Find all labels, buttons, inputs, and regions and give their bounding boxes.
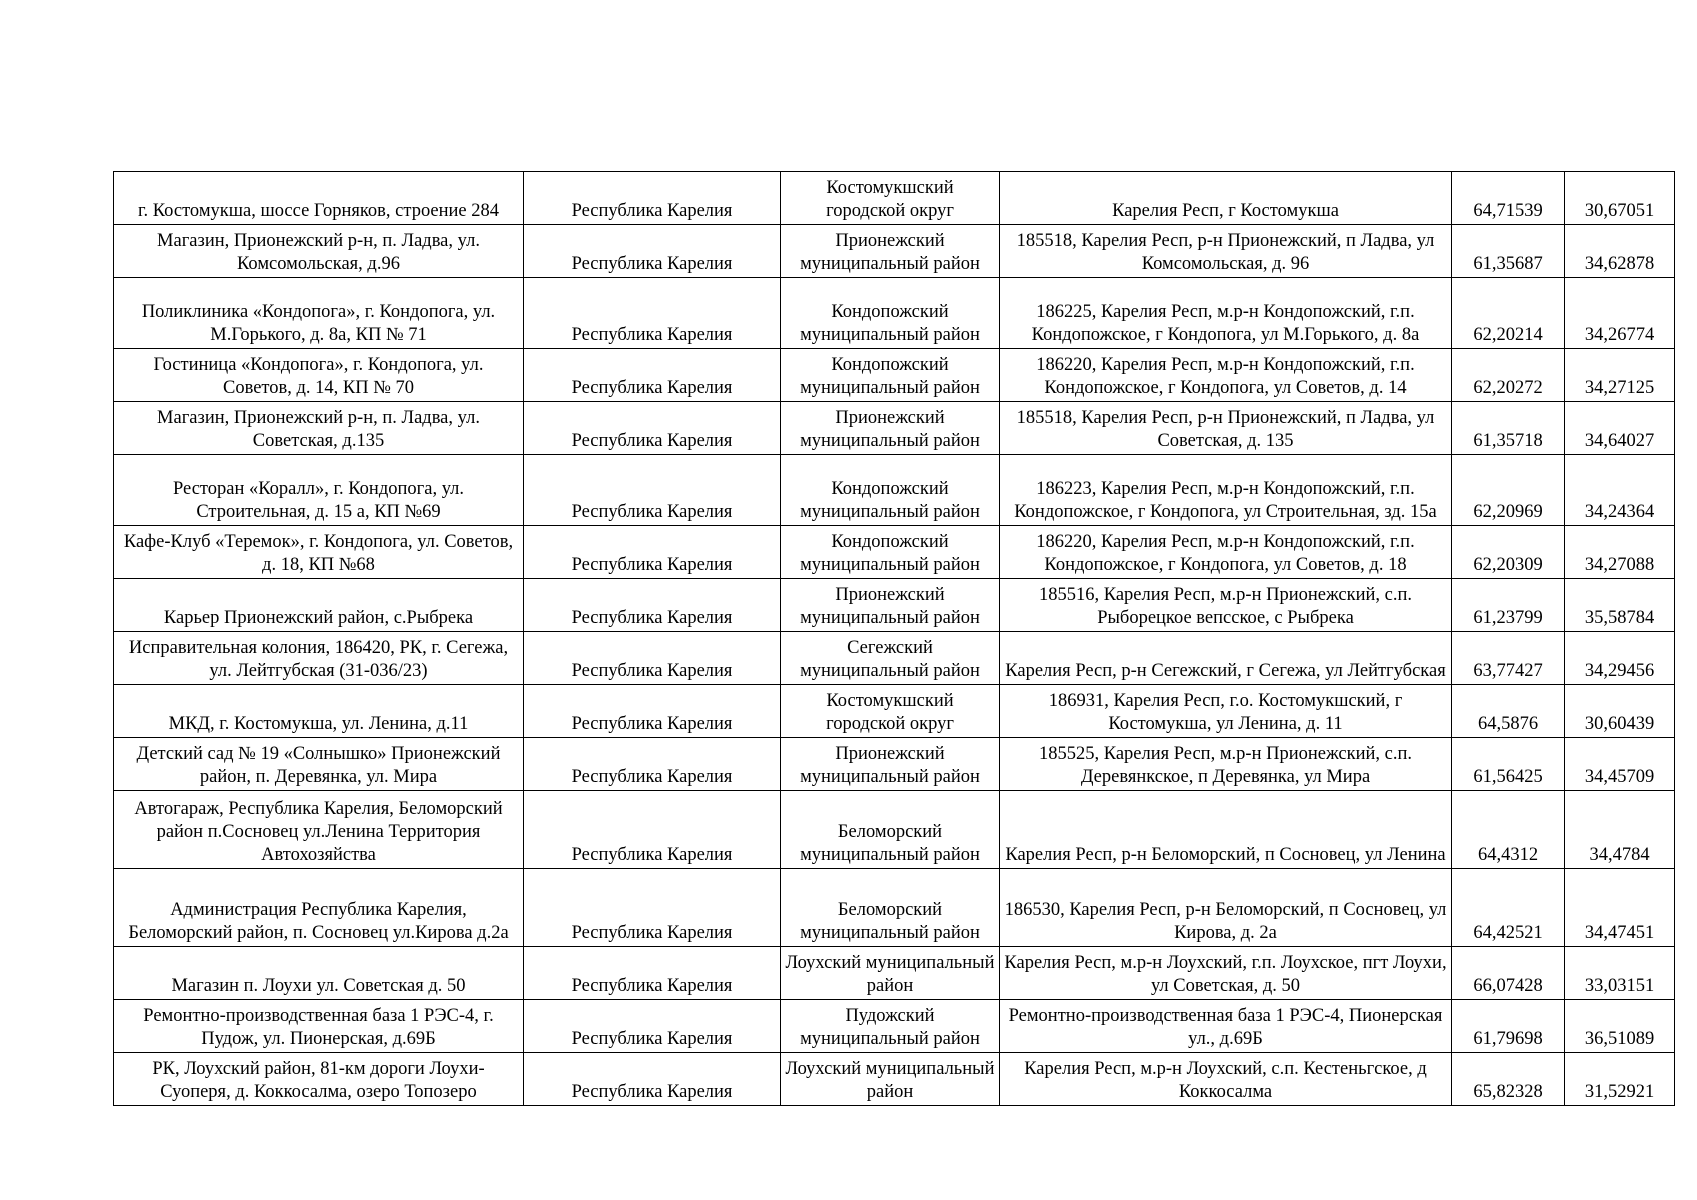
- table-row: [114, 1053, 1675, 1106]
- district-cell: Кондопожский муниципальный район: [781, 278, 1000, 349]
- longitude-cell: 35,58784: [1565, 579, 1675, 632]
- latitude-cell: 64,42521: [1452, 869, 1565, 947]
- address-cell: 186225, Карелия Респ, м.р-н Кондопожский, г.п. Кондопожское, г Кондопога, ул М.Горького, д. 8а: [1000, 278, 1452, 349]
- address-cell: 185518, Карелия Респ, р-н Прионежский, п Ладва, ул Комсомольская, д. 96: [1000, 225, 1452, 278]
- latitude-cell: 62,20272: [1452, 349, 1565, 402]
- table-row: [114, 526, 1675, 579]
- region-cell: Республика Карелия: [524, 1053, 781, 1106]
- latitude-cell: 63,77427: [1452, 632, 1565, 685]
- district-cell: Кондопожский муниципальный район: [781, 349, 1000, 402]
- address-cell: 186530, Карелия Респ, р-н Беломорский, п Сосновец, ул Кирова, д. 2а: [1000, 869, 1452, 947]
- region-cell: Республика Карелия: [524, 526, 781, 579]
- address-cell: 186220, Карелия Респ, м.р-н Кондопожский, г.п. Кондопожское, г Кондопога, ул Советов, д. 14: [1000, 349, 1452, 402]
- object-name-cell: Магазин, Прионежский р-н, п. Ладва, ул. Советская, д.135: [114, 402, 524, 455]
- district-cell: Беломорский муниципальный район: [781, 791, 1000, 869]
- table-row: [114, 632, 1675, 685]
- longitude-cell: 34,26774: [1565, 278, 1675, 349]
- address-cell: 185525, Карелия Респ, м.р-н Прионежский, с.п. Деревянкское, п Деревянка, ул Мира: [1000, 738, 1452, 791]
- district-cell: Кондопожский муниципальный район: [781, 455, 1000, 526]
- latitude-cell: 62,20309: [1452, 526, 1565, 579]
- region-cell: Республика Карелия: [524, 791, 781, 869]
- address-cell: Карелия Респ, м.р-н Лоухский, г.п. Лоухское, пгт Лоухи, ул Советская, д. 50: [1000, 947, 1452, 1000]
- latitude-cell: 65,82328: [1452, 1053, 1565, 1106]
- district-cell: Прионежский муниципальный район: [781, 225, 1000, 278]
- table-row: [114, 349, 1675, 402]
- district-cell: Прионежский муниципальный район: [781, 738, 1000, 791]
- longitude-cell: 30,67051: [1565, 172, 1675, 225]
- district-cell: Костомукшский городской округ: [781, 172, 1000, 225]
- district-cell: Лоухский муниципальный район: [781, 1053, 1000, 1106]
- region-cell: Республика Карелия: [524, 947, 781, 1000]
- locations-table: [113, 171, 1675, 1106]
- region-cell: Республика Карелия: [524, 278, 781, 349]
- object-name-cell: Ресторан «Коралл», г. Кондопога, ул. Строительная, д. 15 а, КП №69: [114, 455, 524, 526]
- address-cell: Карелия Респ, г Костомукша: [1000, 172, 1452, 225]
- longitude-cell: 34,47451: [1565, 869, 1675, 947]
- district-cell: Кондопожский муниципальный район: [781, 526, 1000, 579]
- object-name-cell: МКД, г. Костомукша, ул. Ленина, д.11: [114, 685, 524, 738]
- table-row: [114, 869, 1675, 947]
- table-row: [114, 402, 1675, 455]
- object-name-cell: Детский сад № 19 «Солнышко» Прионежский район, п. Деревянка, ул. Мира: [114, 738, 524, 791]
- latitude-cell: 61,35718: [1452, 402, 1565, 455]
- district-cell: Прионежский муниципальный район: [781, 579, 1000, 632]
- object-name-cell: Поликлиника «Кондопога», г. Кондопога, ул. М.Горького, д. 8а, КП № 71: [114, 278, 524, 349]
- longitude-cell: 34,24364: [1565, 455, 1675, 526]
- object-name-cell: Исправительная колония, 186420, РК, г. Сегежа, ул. Лейтгубская (31-036/23): [114, 632, 524, 685]
- address-cell: 186223, Карелия Респ, м.р-н Кондопожский, г.п. Кондопожское, г Кондопога, ул Строительная, зд. 15а: [1000, 455, 1452, 526]
- table-row: [114, 685, 1675, 738]
- latitude-cell: 64,71539: [1452, 172, 1565, 225]
- object-name-cell: Администрация Республика Карелия, Беломорский район, п. Сосновец ул.Кирова д.2а: [114, 869, 524, 947]
- longitude-cell: 30,60439: [1565, 685, 1675, 738]
- region-cell: Республика Карелия: [524, 225, 781, 278]
- longitude-cell: 34,64027: [1565, 402, 1675, 455]
- longitude-cell: 36,51089: [1565, 1000, 1675, 1053]
- object-name-cell: РК, Лоухский район, 81-км дороги Лоухи-Суоперя, д. Коккосалма, озеро Топозеро: [114, 1053, 524, 1106]
- object-name-cell: Ремонтно-производственная база 1 РЭС-4, г. Пудож, ул. Пионерская, д.69Б: [114, 1000, 524, 1053]
- longitude-cell: 34,27088: [1565, 526, 1675, 579]
- latitude-cell: 61,56425: [1452, 738, 1565, 791]
- region-cell: Республика Карелия: [524, 738, 781, 791]
- address-cell: Карелия Респ, р-н Сегежский, г Сегежа, ул Лейтгубская: [1000, 632, 1452, 685]
- table-row: [114, 791, 1675, 869]
- address-cell: 185518, Карелия Респ, р-н Прионежский, п Ладва, ул Советская, д. 135: [1000, 402, 1452, 455]
- region-cell: Республика Карелия: [524, 349, 781, 402]
- district-cell: Прионежский муниципальный район: [781, 402, 1000, 455]
- latitude-cell: 64,4312: [1452, 791, 1565, 869]
- table-row: [114, 278, 1675, 349]
- longitude-cell: 34,4784: [1565, 791, 1675, 869]
- address-cell: Карелия Респ, р-н Беломорский, п Сосновец, ул Ленина: [1000, 791, 1452, 869]
- longitude-cell: 34,29456: [1565, 632, 1675, 685]
- district-cell: Беломорский муниципальный район: [781, 869, 1000, 947]
- object-name-cell: Гостиница «Кондопога», г. Кондопога, ул. Советов, д. 14, КП № 70: [114, 349, 524, 402]
- longitude-cell: 33,03151: [1565, 947, 1675, 1000]
- address-cell: 186931, Карелия Респ, г.о. Костомукшский, г Костомукша, ул Ленина, д. 11: [1000, 685, 1452, 738]
- object-name-cell: Автогараж, Республика Карелия, Беломорский район п.Сосновец ул.Ленина Территория Автохозяйства: [114, 791, 524, 869]
- latitude-cell: 61,23799: [1452, 579, 1565, 632]
- object-name-cell: Магазин п. Лоухи ул. Советская д. 50: [114, 947, 524, 1000]
- table-row: [114, 738, 1675, 791]
- latitude-cell: 61,79698: [1452, 1000, 1565, 1053]
- table-row: [114, 579, 1675, 632]
- address-cell: Карелия Респ, м.р-н Лоухский, с.п. Кестеньгское, д Коккосалма: [1000, 1053, 1452, 1106]
- longitude-cell: 34,62878: [1565, 225, 1675, 278]
- object-name-cell: Кафе-Клуб «Теремок», г. Кондопога, ул. Советов, д. 18, КП №68: [114, 526, 524, 579]
- latitude-cell: 62,20969: [1452, 455, 1565, 526]
- region-cell: Республика Карелия: [524, 869, 781, 947]
- longitude-cell: 34,27125: [1565, 349, 1675, 402]
- longitude-cell: 34,45709: [1565, 738, 1675, 791]
- district-cell: Сегежский муниципальный район: [781, 632, 1000, 685]
- region-cell: Республика Карелия: [524, 632, 781, 685]
- region-cell: Республика Карелия: [524, 172, 781, 225]
- latitude-cell: 64,5876: [1452, 685, 1565, 738]
- table-row: [114, 455, 1675, 526]
- district-cell: Лоухский муниципальный район: [781, 947, 1000, 1000]
- region-cell: Республика Карелия: [524, 685, 781, 738]
- latitude-cell: 62,20214: [1452, 278, 1565, 349]
- latitude-cell: 61,35687: [1452, 225, 1565, 278]
- object-name-cell: г. Костомукша, шоссе Горняков, строение 284: [114, 172, 524, 225]
- table-row: [114, 947, 1675, 1000]
- address-cell: Ремонтно-производственная база 1 РЭС-4, Пионерская ул., д.69Б: [1000, 1000, 1452, 1053]
- table-row: [114, 225, 1675, 278]
- district-cell: Костомукшский городской округ: [781, 685, 1000, 738]
- address-cell: 185516, Карелия Респ, м.р-н Прионежский, с.п. Рыборецкое вепсское, с Рыбрека: [1000, 579, 1452, 632]
- district-cell: Пудожский муниципальный район: [781, 1000, 1000, 1053]
- region-cell: Республика Карелия: [524, 402, 781, 455]
- latitude-cell: 66,07428: [1452, 947, 1565, 1000]
- region-cell: Республика Карелия: [524, 1000, 781, 1053]
- address-cell: 186220, Карелия Респ, м.р-н Кондопожский, г.п. Кондопожское, г Кондопога, ул Советов, д. 18: [1000, 526, 1452, 579]
- table-body: [114, 172, 1675, 1106]
- table-row: [114, 1000, 1675, 1053]
- longitude-cell: 31,52921: [1565, 1053, 1675, 1106]
- table-row: [114, 172, 1675, 225]
- region-cell: Республика Карелия: [524, 579, 781, 632]
- region-cell: Республика Карелия: [524, 455, 781, 526]
- object-name-cell: Магазин, Прионежский р-н, п. Ладва, ул. Комсомольская, д.96: [114, 225, 524, 278]
- object-name-cell: Карьер Прионежский район, с.Рыбрека: [114, 579, 524, 632]
